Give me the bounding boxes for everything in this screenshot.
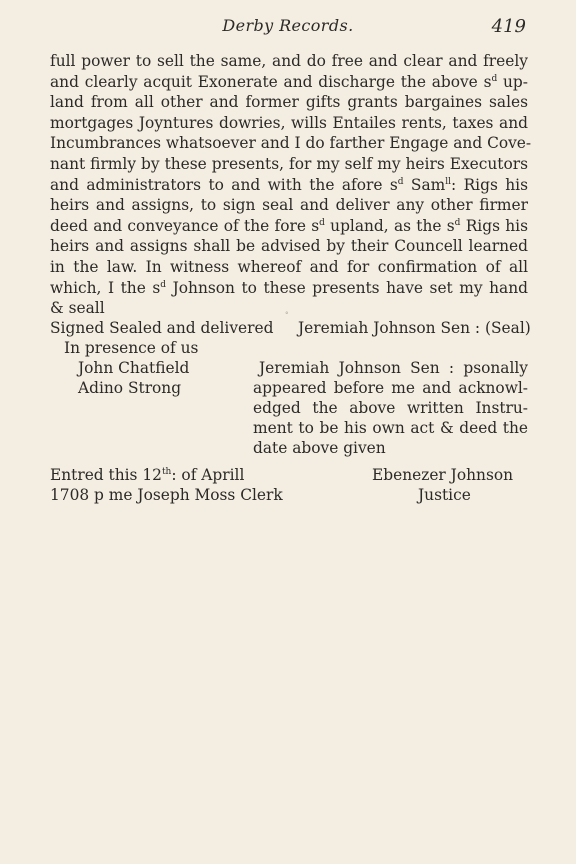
witness-name: Adino Strong — [78, 379, 182, 397]
in-presence-label: In presence of us — [64, 339, 199, 357]
signed-sealed-label: Signed Sealed and delivered — [50, 319, 274, 337]
running-title: Derby Records. — [222, 16, 354, 35]
text-line: date above given — [253, 439, 386, 457]
text-line: appeared before me and acknowl- — [253, 379, 528, 397]
acknowledgment-block — [253, 358, 528, 458]
text-line: nant firmly by these presents, for my self my heirs Executors — [50, 154, 528, 173]
text-line: in the law. In witness whereof and for confirmation of all — [50, 257, 528, 276]
text-line: full power to sell the same, and do free and clear and freely — [50, 52, 528, 70]
grantor-signature: Jeremiah Johnson Sen : (Seal) — [298, 319, 531, 337]
text-line: mortgages Joyntures dowries, wills Entailes rents, taxes and — [50, 113, 528, 132]
running-head — [0, 16, 576, 40]
margin-mark: ° — [285, 311, 289, 319]
page-number: 419 — [491, 16, 526, 37]
entry-date: Entred this 12th: of Aprill — [50, 466, 245, 484]
text-line: and clearly acquit Exonerate and discharge the above $s^d$ up- — [50, 72, 528, 91]
deed-body-text — [50, 51, 532, 319]
witness-name: John Chatfield — [78, 359, 190, 377]
text-line: Incumbrances whatsoever and I do farther Engage and Cove- — [50, 134, 532, 153]
text-line: land from all other and former gifts grants bargaines sales — [50, 93, 528, 112]
text-line: edged the above written Instru- — [253, 399, 528, 417]
entry-clerk: 1708 p me Joseph Moss Clerk — [50, 486, 283, 504]
text-line: deed and conveyance of the fore $s^d$ upland, as the $s^d$ Rigs his — [50, 216, 528, 235]
text-line: Jeremiah Johnson Sen : psonally — [259, 359, 528, 377]
text-line: which, I the $s^d$ Johnson to these presents have set my hand — [50, 278, 528, 297]
text-line: heirs and assigns, to sign seal and deliver any other firmer — [50, 196, 528, 215]
text-line: & seall — [50, 299, 105, 318]
text-line: heirs and assigns shall be advised by their Councell learned — [50, 237, 528, 256]
justice-name: Ebenezer Johnson — [372, 466, 514, 484]
text-line: ment to be his own act & deed the — [253, 419, 528, 437]
justice-title: Justice — [418, 486, 471, 504]
text-line: and administrators to and with the afore $s^d$ Sam$^{ll}$: Rigs his — [50, 175, 528, 194]
